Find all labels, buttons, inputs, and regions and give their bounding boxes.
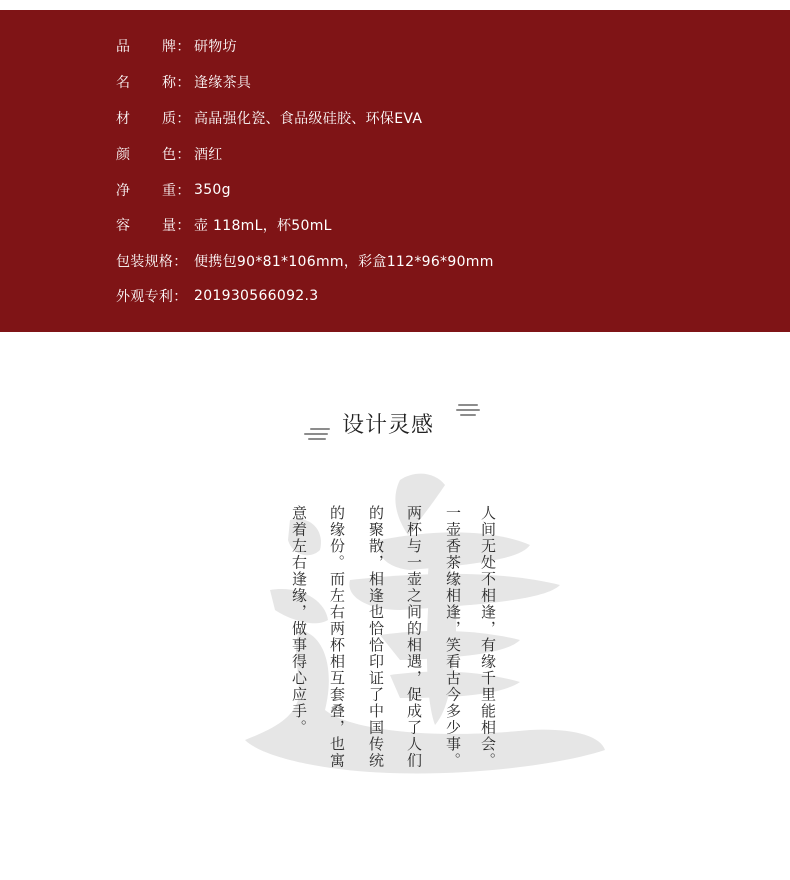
spec-row-package	[116, 249, 494, 273]
cloud-left-icon	[304, 428, 330, 443]
spec-label	[116, 215, 194, 235]
spec-sep: ：	[176, 147, 191, 163]
poem-column: 意着左右逢缘，做事得心应手。	[290, 505, 308, 736]
poem-column: 的缘份。而左右两杯相互套叠，也寓	[328, 505, 346, 769]
spec-value: 壶 118mL，杯50mL	[194, 218, 332, 234]
top-margin	[0, 0, 790, 10]
spec-value: 高晶强化瓷、食品级硅胶、环保EVA	[194, 111, 423, 127]
spec-label-char: 名	[116, 75, 131, 91]
spec-label	[116, 36, 194, 56]
spec-label	[116, 144, 194, 164]
spec-sep: ：	[176, 218, 191, 234]
poem-column: 人间无处不相逢，有缘千里能相会。	[479, 505, 497, 769]
spec-value: 酒红	[194, 147, 223, 163]
spec-sep: ：	[176, 75, 191, 91]
spec-value: 逢缘茶具	[194, 75, 252, 91]
spec-row-name	[116, 70, 251, 94]
poem-column: 的聚散，相逢也恰恰印证了中国传统	[367, 505, 385, 769]
spec-label-char: 颜	[116, 147, 131, 163]
spec-label-char: 称	[162, 75, 177, 91]
cloud-right-icon	[456, 404, 480, 419]
spec-value: 350g	[194, 182, 231, 198]
spec-value: 201930566092.3	[194, 288, 319, 304]
spec-label	[116, 108, 194, 128]
poem-column: 一壶香茶缘相逢，笑看古今多少事。	[444, 505, 462, 769]
spec-sep: ：	[176, 39, 191, 55]
spec-label-char: 重	[162, 183, 177, 199]
spec-label: 外观专利：	[116, 289, 188, 305]
spec-label-char: 质	[162, 111, 177, 127]
spec-label-char: 容	[116, 218, 131, 234]
section-header	[300, 400, 490, 442]
spec-row-material	[116, 106, 422, 130]
spec-label-char: 量	[162, 218, 177, 234]
spec-label-char: 材	[116, 111, 131, 127]
spec-label-char: 色	[162, 147, 177, 163]
spec-panel	[0, 10, 790, 332]
spec-row-brand	[116, 34, 237, 58]
spec-label-char: 品	[116, 39, 131, 55]
spec-label	[116, 180, 194, 200]
section-title: 设计灵感	[342, 413, 435, 438]
spec-value: 研物坊	[194, 39, 237, 55]
spec-row-color	[116, 142, 223, 166]
spec-value: 便携包90*81*106mm，彩盒112*96*90mm	[194, 254, 494, 270]
spec-label	[116, 72, 194, 92]
spec-sep: ：	[176, 111, 191, 127]
spec-row-patent	[116, 284, 318, 308]
spec-sep: ：	[176, 183, 191, 199]
spec-row-weight	[116, 178, 231, 202]
spec-row-capacity	[116, 213, 332, 237]
spec-label-char: 牌	[162, 39, 177, 55]
poem-column: 两杯与一壶之间的相遇，促成了人们	[405, 505, 423, 769]
spec-label: 包装规格：	[116, 254, 188, 270]
spec-label-char: 净	[116, 183, 131, 199]
